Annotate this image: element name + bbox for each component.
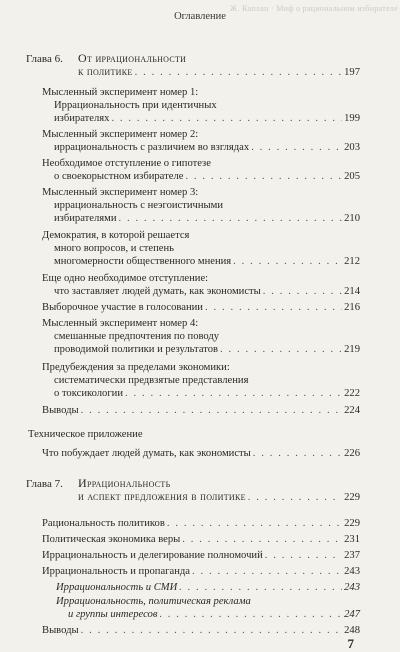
dot-leader — [265, 549, 342, 562]
toc-entry — [42, 517, 360, 530]
toc-entry — [42, 404, 360, 417]
toc-entry — [42, 86, 360, 125]
entry-line: Мысленный эксперимент номер 3: — [42, 187, 199, 198]
entry-line: Иррациональность при идентичных — [54, 100, 217, 111]
chapter-6-label: Глава 6. — [26, 53, 63, 65]
entry-line: Выводы — [42, 405, 79, 416]
entry-line: Иррациональность, политическая реклама — [56, 596, 251, 607]
entry-page: 243 — [344, 566, 360, 577]
entry-line: Выборочное участие в голосовании — [42, 302, 203, 313]
entry-line: о токсикологии — [54, 388, 124, 399]
entry-page: 248 — [344, 625, 360, 636]
entry-last-line — [42, 141, 360, 154]
entry-page: 203 — [344, 142, 360, 153]
entry-last-line — [56, 581, 360, 594]
toc-entry — [42, 272, 360, 298]
entry-page: 205 — [344, 171, 360, 182]
toc-entry — [42, 128, 360, 154]
dot-leader — [179, 581, 342, 594]
entry-line: иррациональность с различием во взглядах — [54, 142, 250, 153]
entry-line: Мысленный эксперимент номер 4: — [42, 318, 199, 329]
dot-leader — [167, 517, 342, 530]
entry-line: Политическая экономика веры — [42, 534, 181, 545]
dot-leader — [253, 447, 342, 460]
dot-leader — [233, 255, 342, 268]
entry-page: 237 — [344, 550, 360, 561]
entry-last-line — [42, 112, 360, 125]
entry-line: систематически предвзятые представления — [54, 375, 249, 386]
entry-page: 224 — [344, 405, 360, 416]
entry-line: Выводы — [42, 625, 79, 636]
entry-page: 214 — [344, 286, 360, 297]
toc-entry — [42, 447, 360, 460]
entry-last-line — [42, 301, 360, 314]
dot-leader — [81, 624, 342, 637]
entry-last-line — [42, 285, 360, 298]
entry-last-line — [42, 565, 360, 578]
dot-leader — [251, 141, 342, 154]
entry-line: проводимой политики и результатов — [54, 344, 219, 355]
entry-last-line — [42, 343, 360, 356]
entry-page: 222 — [344, 388, 360, 399]
dot-leader — [263, 285, 342, 298]
chapter-7-heading — [78, 477, 360, 504]
entry-last-line — [42, 533, 360, 546]
entry-last-line — [42, 212, 360, 225]
entry-last-line — [56, 608, 360, 621]
chapter-6-title-line2: к политике — [78, 64, 133, 78]
entry-last-line — [42, 549, 360, 562]
chapter-7-title-line1: Иррациональность — [78, 476, 171, 490]
dot-leader — [81, 404, 342, 417]
entry-page: 210 — [344, 213, 360, 224]
dot-leader — [159, 608, 342, 621]
dot-leader — [248, 491, 342, 504]
entry-page: 243 — [344, 582, 360, 593]
entry-line: Необходимое отступление о гипотезе — [42, 158, 211, 169]
toc-entry — [42, 229, 360, 268]
chapter-6-title-line2-row — [78, 65, 360, 79]
bleed-through-text: Ж. Каплан · Миф о рациональном избирателе — [230, 4, 399, 13]
entry-page: 219 — [344, 344, 360, 355]
entry-page: 247 — [344, 609, 360, 620]
entry-last-line — [42, 255, 360, 268]
dot-leader — [111, 112, 342, 125]
entry-line: Иррациональность и пропаганда — [42, 566, 190, 577]
entry-page: 231 — [344, 534, 360, 545]
appendix-heading: Техническое приложение — [28, 429, 143, 440]
entry-line: о своекорыстном избирателе — [54, 171, 184, 182]
entry-last-line — [42, 170, 360, 183]
entry-last-line — [42, 404, 360, 417]
dot-leader — [205, 301, 342, 314]
entry-line: Рациональность политиков — [42, 518, 165, 529]
entry-line: иррациональность с неэгоистичными — [54, 200, 224, 211]
chapter-7-title-line2-row — [78, 490, 360, 504]
entry-last-line — [42, 447, 360, 460]
entry-page: 199 — [344, 113, 360, 124]
entry-page: 229 — [344, 518, 360, 529]
entry-line: Что побуждает людей думать, как экономисты — [42, 448, 251, 459]
toc-entry — [42, 301, 360, 314]
entry-line: Мысленный эксперимент номер 1: — [42, 87, 199, 98]
chapter-7-label: Глава 7. — [26, 478, 63, 490]
toc-entry — [42, 157, 360, 183]
entry-last-line — [42, 517, 360, 530]
dot-leader — [119, 212, 343, 225]
dot-leader — [185, 170, 342, 183]
entry-page: 226 — [344, 448, 360, 459]
entry-last-line — [42, 387, 360, 400]
entry-line: избирателях — [54, 113, 110, 124]
chapter-6-page: 197 — [344, 67, 360, 78]
entry-line: и группы интересов — [68, 609, 158, 620]
entry-line: много вопросов, и степень — [54, 243, 174, 254]
chapter-6-title-line1: От иррациональности — [78, 51, 187, 65]
toc-subentry — [56, 595, 360, 621]
page-number: 7 — [347, 636, 354, 651]
entry-line: смешанные предпочтения по поводу — [54, 331, 220, 342]
toc-entry — [42, 186, 360, 225]
running-header: Оглавление — [174, 11, 226, 22]
entry-line: Еще одно необходимое отступление: — [42, 273, 209, 284]
entry-line: Демократия, в которой решается — [42, 230, 190, 241]
toc-entry — [42, 624, 360, 637]
entry-page: 212 — [344, 256, 360, 267]
entry-line: что заставляет людей думать, как экономисты — [54, 286, 261, 297]
entry-line: избирателями — [54, 213, 117, 224]
entry-line: Мысленный эксперимент номер 2: — [42, 129, 199, 140]
toc-entry — [42, 565, 360, 578]
chapter-7-page: 229 — [344, 492, 360, 503]
entry-line: многомерности общественного мнения — [54, 256, 232, 267]
entry-line: Иррациональность и делегирование полномочий — [42, 550, 263, 561]
dot-leader — [192, 565, 342, 578]
toc-entry — [42, 361, 360, 400]
toc-entry — [42, 549, 360, 562]
chapter-6-heading — [78, 52, 360, 79]
toc-entry — [42, 533, 360, 546]
entry-last-line — [42, 624, 360, 637]
dot-leader — [135, 66, 343, 79]
dot-leader — [220, 343, 342, 356]
entry-line: Иррациональность и СМИ — [56, 582, 178, 593]
toc-subentry — [56, 581, 360, 594]
entry-line: Предубеждения за пределами экономики: — [42, 362, 230, 373]
dot-leader — [125, 387, 342, 400]
dot-leader — [182, 533, 342, 546]
toc-entry — [42, 317, 360, 356]
chapter-7-title-line2: и аспект предложения в политике — [78, 489, 246, 503]
entry-page: 216 — [344, 302, 360, 313]
